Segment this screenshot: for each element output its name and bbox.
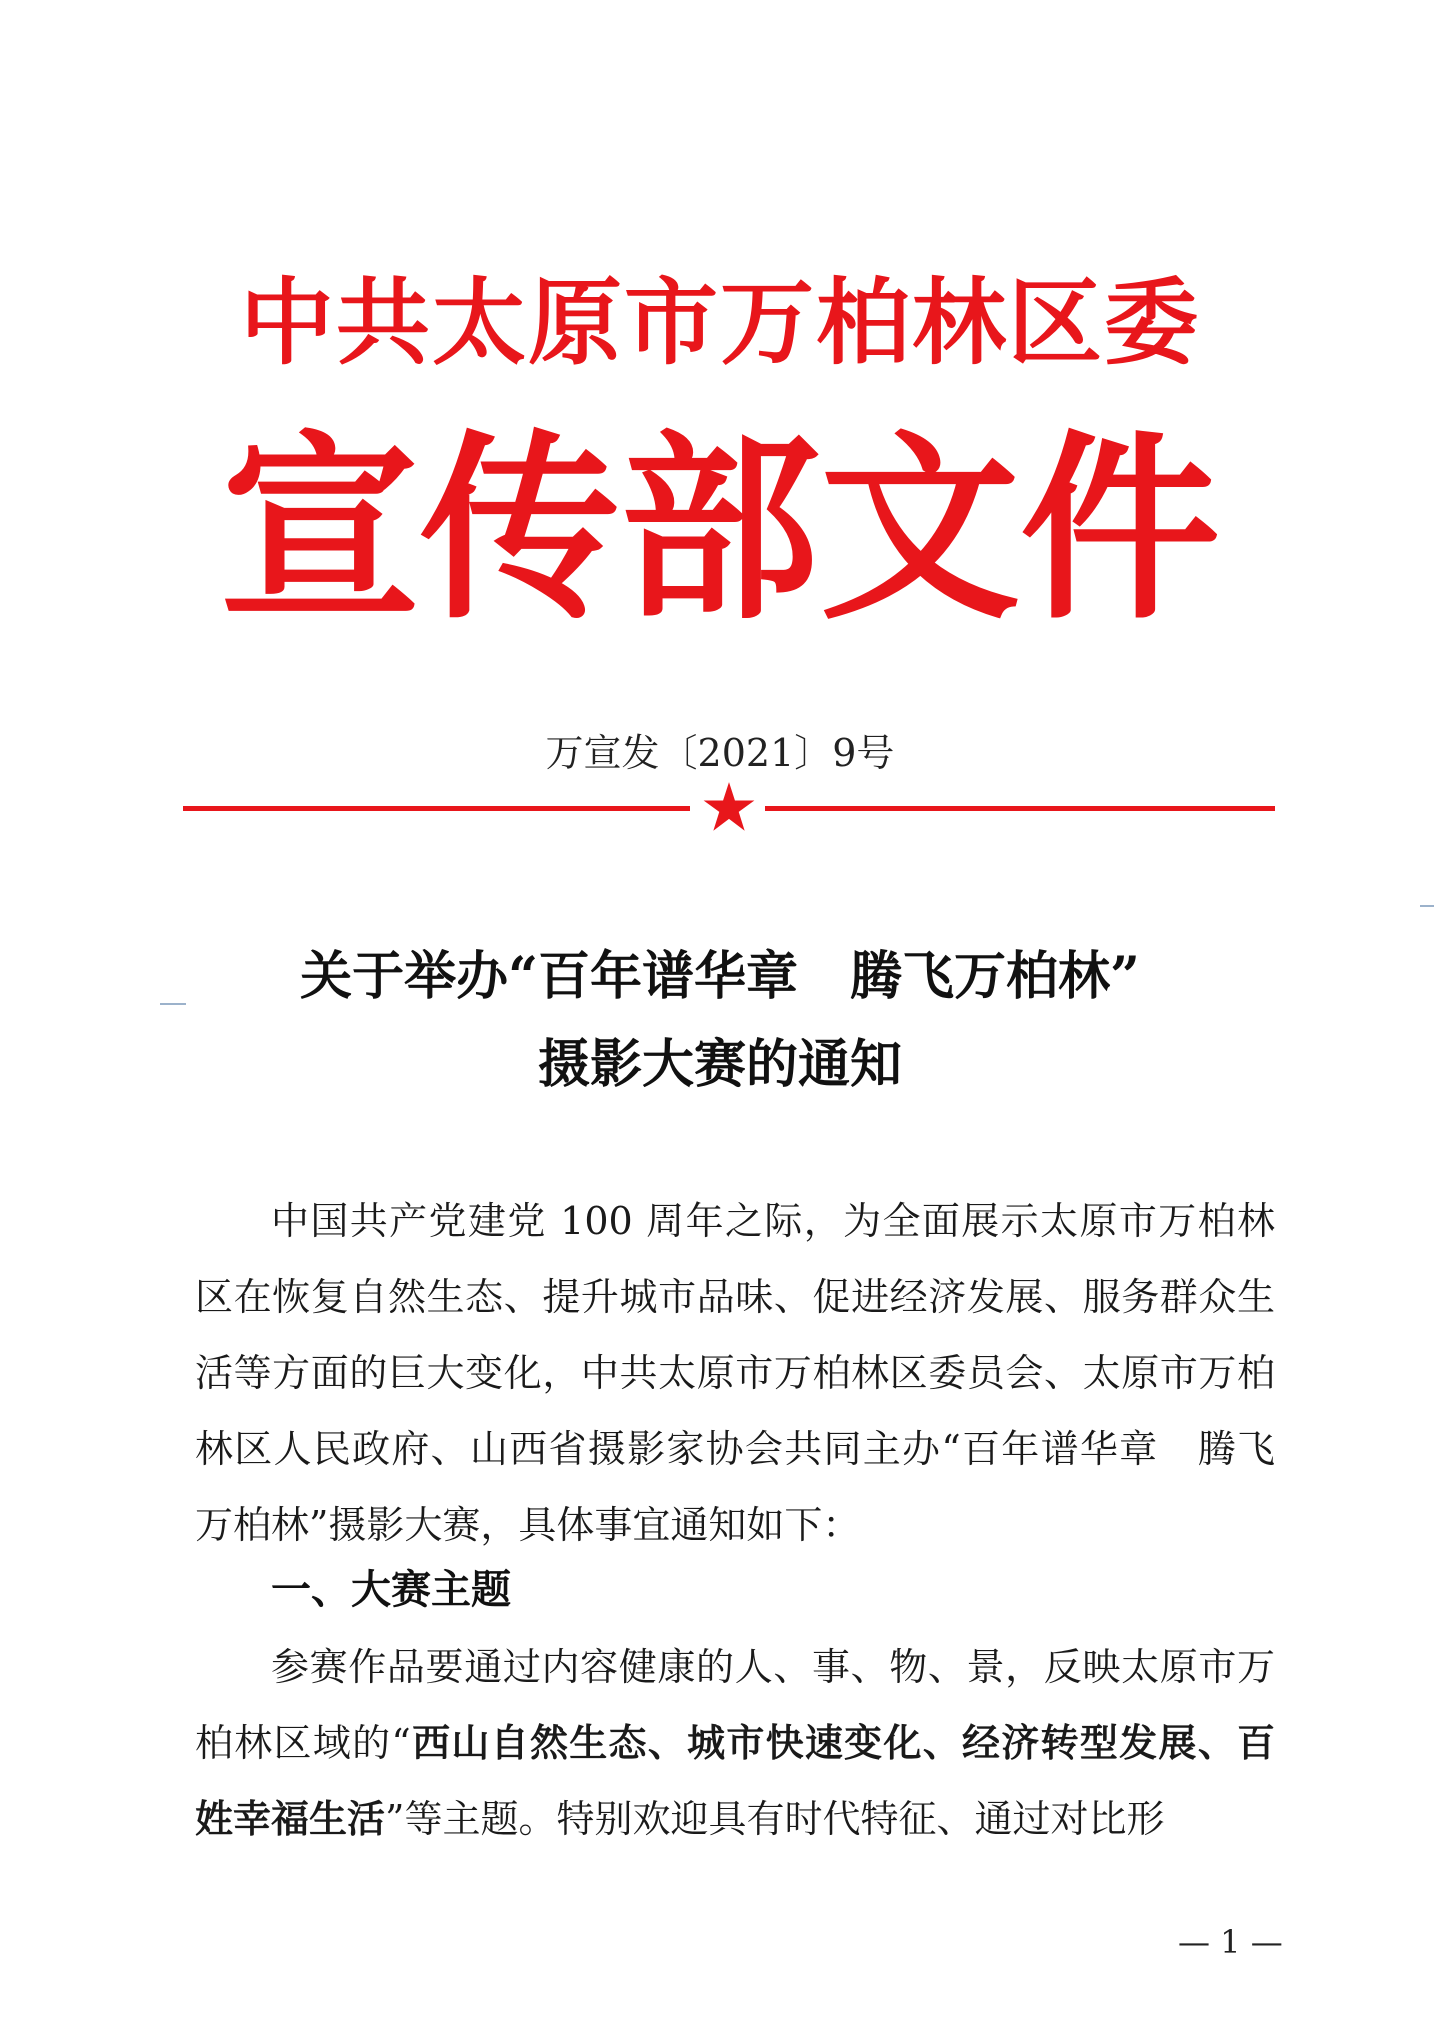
red-divider-right <box>765 806 1275 811</box>
theme-paragraph-text: 参赛作品要通过内容健康的人、事、物、景，反映太原市万柏林区域的“ <box>195 1645 1275 1765</box>
page-number: — 1 — <box>1178 1923 1283 1961</box>
document-number: 万宣发〔2021〕9号 <box>545 731 895 775</box>
document-type-heading <box>220 412 1221 647</box>
notice-title-line2: 摄影大赛的通知 <box>537 1034 902 1095</box>
scan-artifact <box>1420 905 1434 907</box>
star-icon <box>702 780 756 834</box>
document-type-char: 文 <box>820 412 1021 647</box>
scan-artifact <box>160 1003 186 1005</box>
red-divider-left <box>183 806 690 811</box>
theme-paragraph-text: ”等主题。特别欢迎具有时代特征、通过对比形 <box>385 1797 1165 1841</box>
issuer-name: 中共太原市万柏林区委 <box>239 268 1200 378</box>
document-type-char: 传 <box>420 412 621 647</box>
theme-paragraph-emphasis: 西山自然生态、城市快速变化、经济转型发展、百姓幸福生活 <box>195 1720 1275 1841</box>
section-heading-theme: 一、大赛主题 <box>271 1566 511 1613</box>
notice-title-line1: 关于举办“百年谱华章 腾飞万柏林” <box>300 946 1140 1007</box>
theme-paragraph <box>195 1629 1275 1857</box>
document-type-char: 宣 <box>220 412 421 647</box>
document-type-char: 部 <box>620 412 821 647</box>
document-type-char: 件 <box>1020 412 1221 647</box>
intro-paragraph: 中国共产党建党 100 周年之际，为全面展示太原市万柏林区在恢复自然生态、提升城市品味、促进经济发展、服务群众生活等方面的巨大变化，中共太原市万柏林区委员会、太原市万柏林区人民政府、山西省摄影家协会共同主办“百年谱华章 腾飞万柏林”摄影大赛，具体事宜通知如下： <box>195 1199 1275 1547</box>
